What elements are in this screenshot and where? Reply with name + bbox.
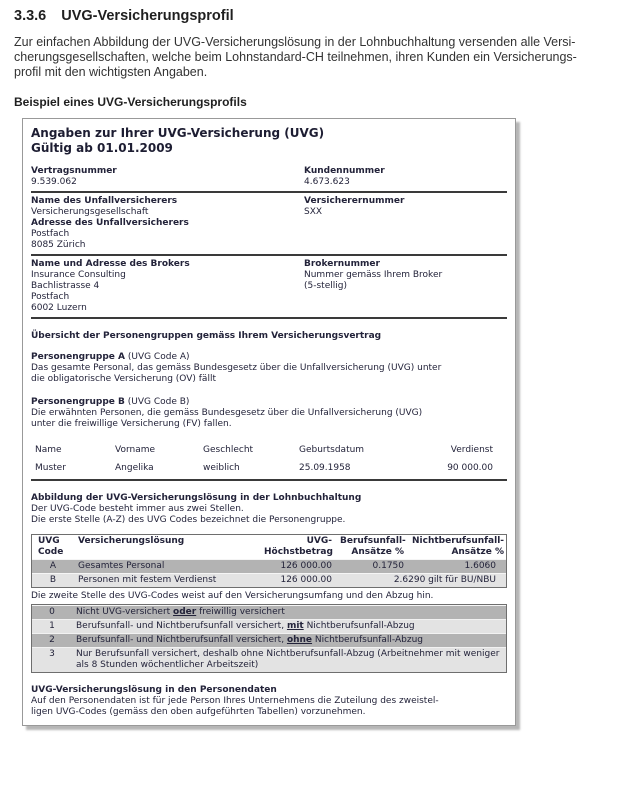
group-b-code: (UVG Code B) bbox=[124, 397, 190, 407]
persons-header-cell: Verdienst bbox=[450, 445, 493, 455]
persons-cell: Angelika bbox=[115, 463, 154, 473]
digit-row bbox=[32, 605, 506, 619]
digit-text-cell: Berufsunfall- und Nichtberufsunfall versichert, mit Nichtberufsunfall-Abzug bbox=[76, 621, 415, 631]
digit-text-cell: Nicht UVG-versichert oder freiwillig versichert bbox=[76, 607, 285, 617]
profile-box bbox=[22, 118, 516, 726]
person-data-heading: UVG-Versicherungslösung in den Personendaten bbox=[31, 685, 277, 695]
persons-header-cell: Name bbox=[35, 445, 62, 455]
broker-section bbox=[31, 259, 507, 319]
digit-text-cell: Berufsunfall- und Nichtberufsunfall versichert, ohne Nichtberufsunfall-Abzug bbox=[76, 635, 423, 645]
group-b-desc-line: Die erwähnten Personen, die gemäss Bundesgesetz über die Unfallversicherung (UVG) bbox=[31, 408, 423, 418]
customer-number-label: Kundennummer bbox=[304, 166, 385, 176]
persons-header-row bbox=[35, 443, 493, 463]
box-title bbox=[31, 126, 507, 155]
uvg-cell: 126 000.00 bbox=[280, 575, 332, 585]
uvg-cell: 0.1750 bbox=[372, 561, 404, 571]
broker-number-line: Nummer gemäss Ihrem Broker bbox=[304, 270, 443, 280]
box-title-line1: Angaben zur Ihrer UVG-Versicherung (UVG) bbox=[31, 126, 325, 140]
mapping-line: Der UVG-Code besteht immer aus zwei Stellen. bbox=[31, 504, 244, 514]
uvg-cell: B bbox=[49, 575, 57, 585]
digit-text-cell: Nur Berufsunfall versichert, deshalb ohne Nichtberufsunfall-Abzug (Arbeitnehmer mit weniger als 8 Stunden wöchentlicher Arbeitszeit) bbox=[76, 649, 500, 670]
broker-line: Postfach bbox=[31, 292, 70, 302]
group-a-code: (UVG Code A) bbox=[124, 352, 190, 362]
group-b-label: Personengruppe B bbox=[31, 397, 125, 407]
group-a-title bbox=[31, 352, 507, 363]
broker-line: Insurance Consulting bbox=[31, 270, 126, 280]
box-title-line2: Gültig ab 01.01.2009 bbox=[31, 140, 173, 155]
insurer-address-line: 8085 Zürich bbox=[31, 240, 86, 250]
group-a-desc-line: die obligatorische Versicherung (OV) fällt bbox=[31, 374, 216, 384]
persons-data-row bbox=[35, 463, 493, 474]
insurer-name-value: Versicherungsgesellschaft bbox=[31, 207, 149, 217]
persons-cell: weiblich bbox=[203, 463, 240, 473]
group-b-desc-line: unter die freiwillige Versicherung (FV) fallen. bbox=[31, 419, 232, 429]
digit-row bbox=[32, 647, 506, 672]
uvg-cell: 1.6060 bbox=[464, 561, 496, 571]
persons-header-cell: Geschlecht bbox=[203, 445, 254, 455]
uvg-header-cell: Berufsunfall- Ansätze % bbox=[340, 536, 406, 557]
intro-line: Zur einfachen Abbildung der UVG-Versicherungslösung in der Lohnbuchhaltung versenden alle Versi- bbox=[14, 35, 576, 49]
contract-section bbox=[31, 166, 507, 193]
digit-row bbox=[32, 633, 506, 647]
digit-code-cell: 2 bbox=[49, 635, 55, 645]
persons-header-cell: Vorname bbox=[115, 445, 156, 455]
insurer-number-value: SXX bbox=[304, 207, 323, 217]
intro-line: cherungsgesellschaften, welche beim Lohnstandard-CH teilnehmen, ihren Kunden ein Versicherungs- bbox=[14, 50, 577, 64]
uvg-cell: A bbox=[49, 561, 57, 571]
intro-paragraph bbox=[14, 35, 610, 80]
contract-number-value: 9.539.062 bbox=[31, 177, 77, 187]
insurer-address-line: Postfach bbox=[31, 229, 70, 239]
broker-number-label: Brokernummer bbox=[304, 259, 380, 269]
persons-table bbox=[31, 443, 507, 481]
intro-line: profil mit den wichtigsten Angaben. bbox=[14, 65, 208, 79]
uvg-header-cell: UVG- Höchstbetrag bbox=[264, 536, 333, 557]
insurer-section bbox=[31, 196, 507, 256]
broker-label: Name und Adresse des Brokers bbox=[31, 259, 190, 269]
uvg-header-row bbox=[32, 535, 506, 559]
uvg-cell: 2.6290 gilt für BU/NBU bbox=[393, 575, 496, 585]
example-caption: Beispiel eines UVG-Versicherungsprofils bbox=[14, 95, 247, 109]
uvg-cell: 126 000.00 bbox=[280, 561, 332, 571]
broker-number-line: (5-stellig) bbox=[304, 281, 347, 291]
digit-table bbox=[31, 604, 507, 673]
person-data-line: Auf den Personendaten ist für jede Person Ihres Unternehmens die Zuteilung des zweistel- bbox=[31, 696, 439, 706]
group-a-label: Personengruppe A bbox=[31, 352, 125, 362]
uvg-header-cell: UVG Code bbox=[38, 536, 64, 557]
persons-cell: Muster bbox=[35, 463, 66, 473]
group-b-title bbox=[31, 397, 507, 408]
insurer-number-label: Versicherernummer bbox=[304, 196, 405, 206]
section-title: UVG-Versicherungsprofil bbox=[61, 8, 234, 24]
contract-number-label: Vertragsnummer bbox=[31, 166, 117, 176]
group-a-desc-line: Das gesamte Personal, das gemäss Bundesgesetz über die Unfallversicherung (UVG) unter bbox=[31, 363, 442, 373]
uvg-row-a bbox=[32, 559, 506, 573]
persons-header-cell: Geburtsdatum bbox=[299, 445, 365, 455]
insurer-address-label: Adresse des Unfallversicherers bbox=[31, 218, 189, 228]
broker-line: Bachlistrasse 4 bbox=[31, 281, 100, 291]
person-data-line: ligen UVG-Codes (gemäss den oben aufgeführten Tabellen) vorzunehmen. bbox=[31, 707, 366, 717]
second-digit-note: Die zweite Stelle des UVG-Codes weist auf den Versicherungsumfang und den Abzug hin. bbox=[31, 591, 434, 601]
section-heading bbox=[14, 8, 610, 24]
uvg-cell: Gesamtes Personal bbox=[78, 561, 165, 571]
uvg-header-cell: Nichtberufsunfall- Ansätze % bbox=[412, 536, 505, 557]
mapping-heading: Abbildung der UVG-Versicherungslösung in der Lohnbuchhaltung bbox=[31, 493, 362, 503]
uvg-row-b bbox=[32, 573, 506, 587]
persons-cell: 25.09.1958 bbox=[299, 463, 351, 473]
digit-code-cell: 1 bbox=[49, 621, 55, 631]
uvg-code-table bbox=[31, 534, 507, 588]
uvg-cell: Personen mit festem Verdienst bbox=[78, 575, 217, 585]
uvg-header-cell: Versicherungslösung bbox=[78, 536, 185, 546]
digit-code-cell: 0 bbox=[49, 607, 55, 617]
insurer-name-label: Name des Unfallversicherers bbox=[31, 196, 178, 206]
persons-cell: 90 000.00 bbox=[447, 463, 493, 473]
section-number: 3.3.6 bbox=[14, 8, 47, 24]
customer-number-value: 4.673.623 bbox=[304, 177, 350, 187]
groups-heading: Übersicht der Personengruppen gemäss Ihrem Versicherungsvertrag bbox=[31, 331, 382, 341]
digit-code-cell: 3 bbox=[49, 649, 55, 659]
broker-line: 6002 Luzern bbox=[31, 303, 87, 313]
digit-row bbox=[32, 619, 506, 633]
mapping-line: Die erste Stelle (A-Z) des UVG Codes bezeichnet die Personengruppe. bbox=[31, 515, 346, 525]
